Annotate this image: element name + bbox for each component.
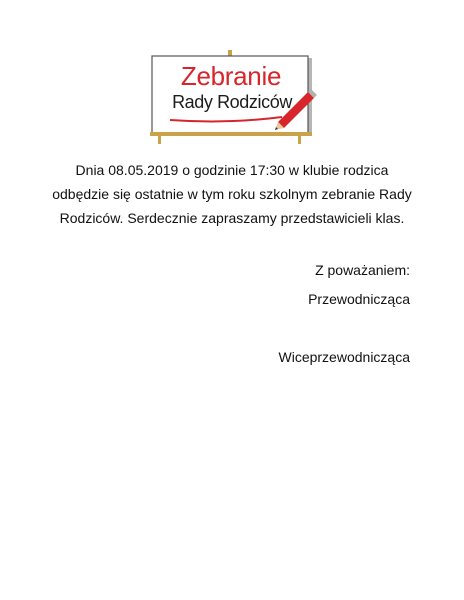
logo-title: Zebranie <box>180 61 282 91</box>
meeting-logo <box>148 50 320 146</box>
logo-subtitle: Rady Rodziców <box>172 92 292 112</box>
announcement-text <box>40 158 424 230</box>
signature-chair: Przewodnicząca <box>308 291 410 307</box>
announcement-line: Dnia 08.05.2019 o godzinie 17:30 w klubie rodzica <box>75 162 389 178</box>
board-ledge <box>150 132 312 136</box>
closing-greeting: Z poważaniem: <box>315 262 410 278</box>
announcement-line: Rodziców. Serdecznie zapraszamy przedstawicieli klas. <box>59 210 405 226</box>
signature-vice-chair: Wiceprzewodnicząca <box>278 349 410 365</box>
announcement-line: odbędzie się ostatnie w tym roku szkolnym zebranie Rady <box>52 186 412 202</box>
